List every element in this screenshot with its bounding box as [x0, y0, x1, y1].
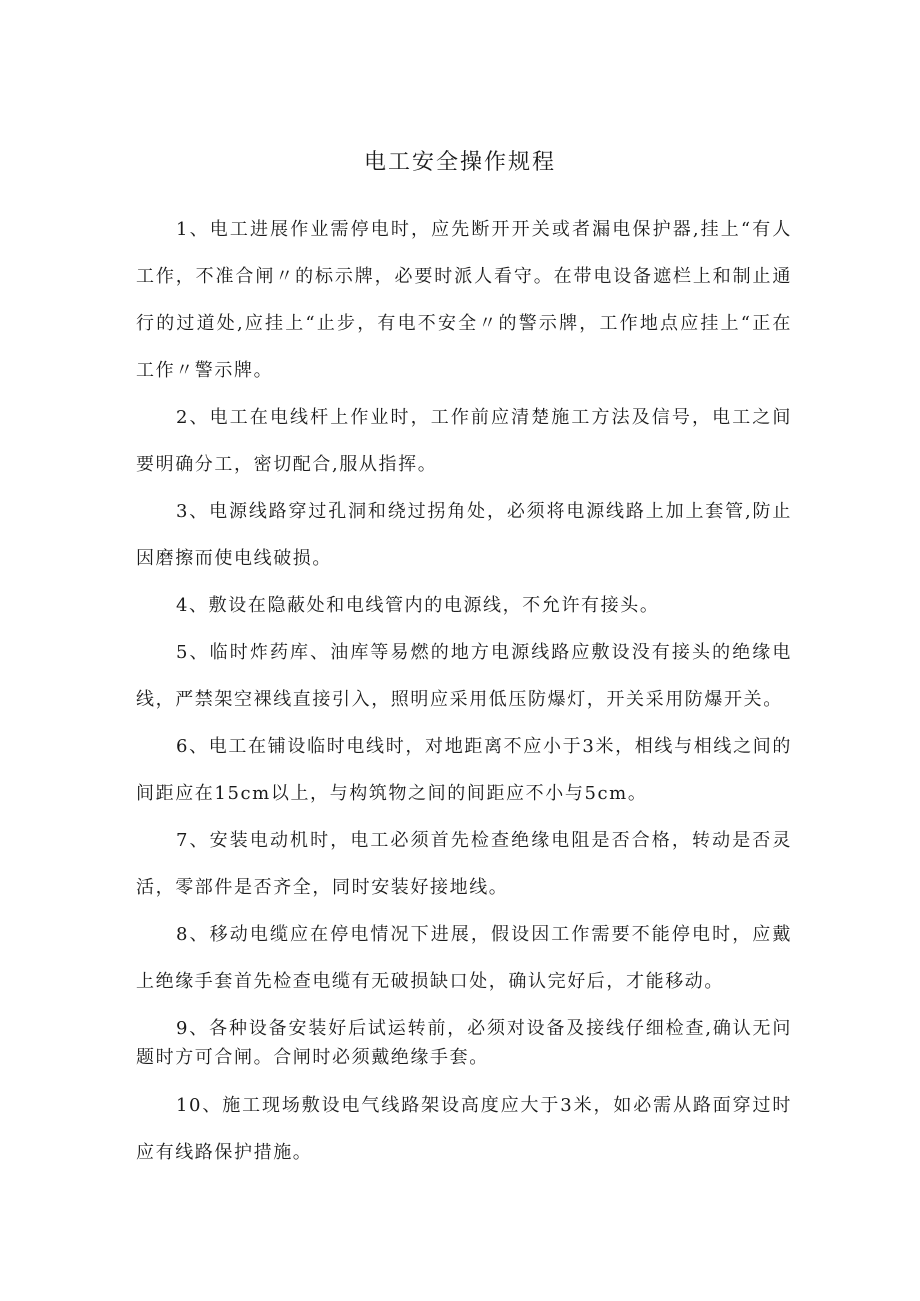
rule-paragraph-8: 8、移动电缆应在停电情况下进展，假设因工作需要不能停电时，应戴上绝缘手套首先检查电缆有无破损缺口处，确认完好后，才能移动。: [136, 924, 792, 992]
rule-paragraph-9: 9、各种设备安装好后试运转前，必须对设备及接线仔细检查,确认无问题时方可合闸。合闸时必须戴绝缘手套。: [136, 1018, 792, 1068]
rule-paragraph-3: 3、电源线路穿过孔洞和绕过拐角处，必须将电源线路上加上套管,防止因磨擦而使电线破损。: [136, 501, 792, 569]
document-title: 电工安全操作规程: [363, 150, 556, 175]
rule-paragraph-7: 7、安装电动机时，电工必须首先检查绝缘电阻是否合格，转动是否灵活，零部件是否齐全，同时安装好接地线。: [136, 830, 792, 898]
rule-paragraph-10: 10、施工现场敷设电气线路架设高度应大于3米，如必需从路面穿过时应有线路保护措施。: [136, 1095, 792, 1163]
rule-paragraph-6: 6、电工在铺设临时电线时，对地距离不应小于3米，相线与相线之间的间距应在15cm以上，与构筑物之间的间距应不小与5cm。: [136, 736, 792, 804]
rule-paragraph-5: 5、临时炸药库、油库等易燃的地方电源线路应敷设没有接头的绝缘电线，严禁架空裸线直接引入，照明应采用低压防爆灯，开关采用防爆开关。: [136, 642, 792, 710]
document-body: [136, 206, 792, 1176]
rule-paragraph-1: 1、电工进展作业需停电时，应先断开开关或者漏电保护器,挂上“有人工作，不准合闸〃的标示牌，必要时派人看守。在带电设备遮栏上和制止通行的过道处,应挂上“止步，有电不安全〃的警示牌，工作地点应挂上“正在工作〃警示牌。: [136, 219, 792, 381]
rule-paragraph-2: 2、电工在电线杆上作业时，工作前应清楚施工方法及信号，电工之间要明确分工，密切配合,服从指挥。: [136, 407, 792, 475]
rule-paragraph-4: 4、敷设在隐蔽处和电线管内的电源线，不允许有接头。: [176, 595, 660, 616]
